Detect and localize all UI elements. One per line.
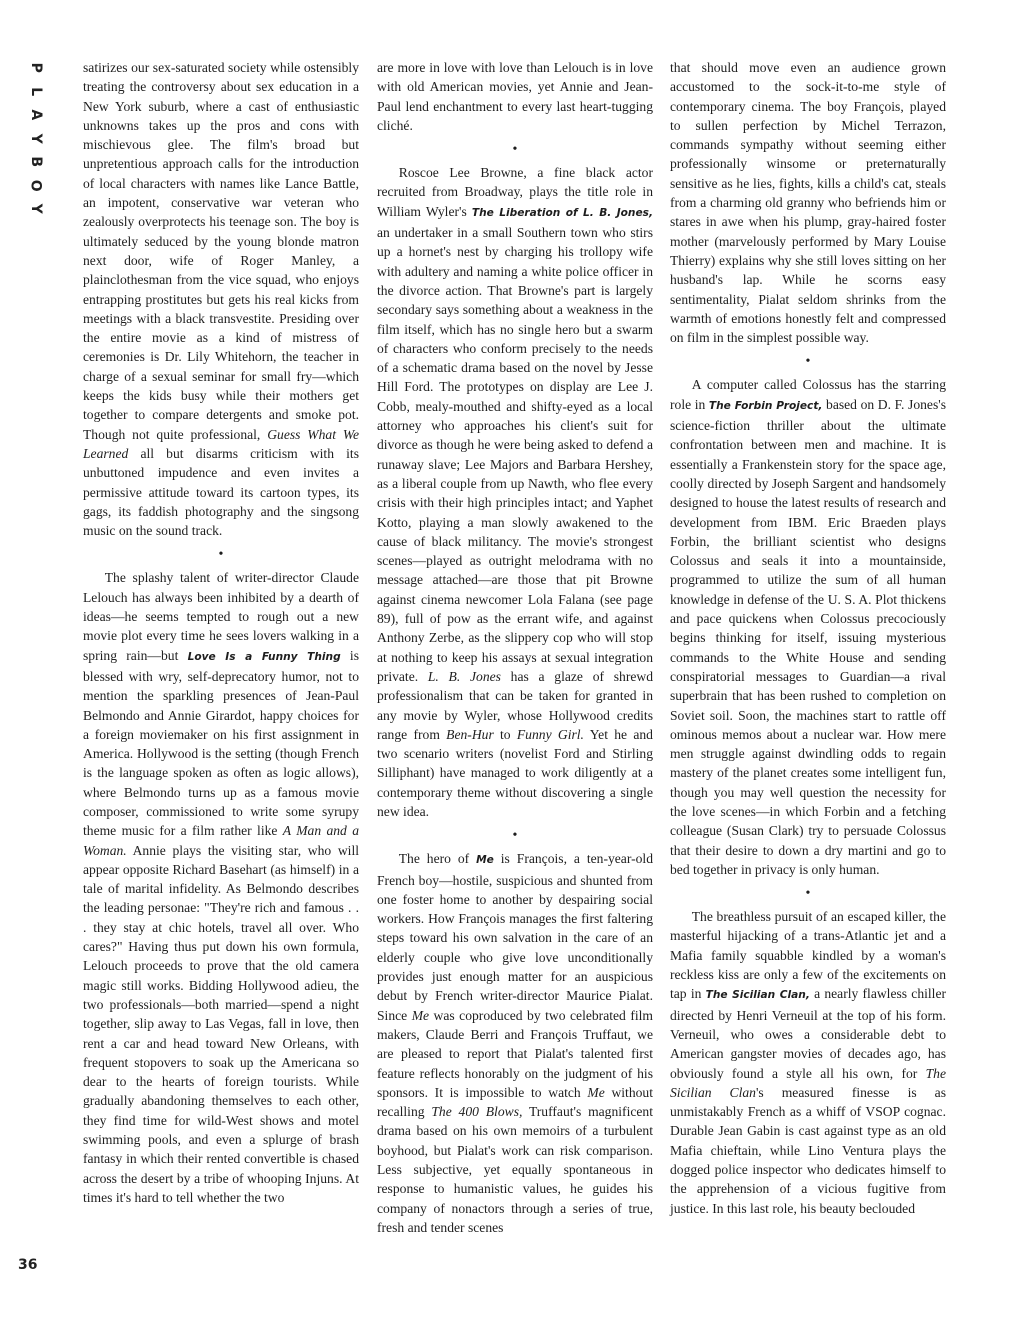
review-paragraph: are more in love with love than Lelouch is in love with old American movies, yet Annie and Jean-Paul lend enchantment to every last heart-tugging cliché. [377,60,653,133]
review-paragraph: The hero of Me is François, a ten-year-old French boy—hostile, suspicious and shunted from one foster home to another by despairing social workers. How François manages the first faltering steps toward his own salvation in the care of an elderly couple who give love unconditionally provides just enough matter for an auspicious debut by French writer-director Maurice Pialat. Since Me was coproduced by two celebrated film makers, Claude Berri and François Truffaut, we are pleased to report that Pialat's talented first feature reflects honorably on the judgment of his sponsors. It is impossible to watch Me without recalling The 400 Blows, Truffaut's magnificent drama based on his own memoirs of a turbulent boyhood, but Pialat's work can risk comparison. Less subjective, yet equally spontaneous in response to humanistic values, he guides his company of nonactors through a series of true, fresh and tender scenes [377,851,654,1235]
section-separator: • [512,142,518,158]
film-title: Me [476,854,494,867]
film-title: The 400 Blows, [431,1104,523,1120]
film-title: The Sicilian Clan [670,1065,946,1100]
masthead-letter: A [27,109,44,121]
film-title: Me [587,1084,605,1100]
review-paragraph: Roscoe Lee Browne, a fine black actor recruited from Broadway, plays the title role in William Wyler's The Liberation of L. B. Jones, an undertaker in a small Southern town who stirs up a hornet's nest by charging his trollopy wife with adultery and naming a white police officer in the divorce action. That Browne's part is largely secondary says something about a weakness in the film itself, which has no single hero but a swarm of characters who conform precisely to the needs of a schematic drama based on the novel by Jesse Hill Ford. The prototypes on display are Lee J. Cobb, mealy-mouthed and shifty-eyed as a local attorney who approaches his client's suit for divorce as though he were being asked to defend a runaway slave; Lee Majors and Barbara Hershey, as a liberal couple from up Nawth, who flee every crisis with their high principles intact; and Yaphet Kotto, playing a man slowly awakened to the cause of black militancy. The movie's strongest scenes—played as outright melodrama with no message attached—are those that pit Browne against cinema newcomer Lola Falana (see page 89), full of pow as the errant wife, and against Anthony Zerbe, as the slippery cop who will stop at nothing to keep his assays at sexual integration private. L. B. Jones has a glaze of shrewd professionalism that can be taken for granted in any movie by Wyler, whose Hollywood credits range from Ben-Hur to Funny Girl. Yet he and two scenario writers (novelist Ford and Stirling Silliphant) have managed to work diligently at a contemporary theme without discovering a single new idea. [377,165,653,819]
column-2 [377,58,653,1237]
masthead-letter: P [27,62,44,73]
film-title: Ben-Hur [446,726,494,742]
film-title: A Man and a Woman. [83,823,360,858]
film-title: The Liberation of L. B. Jones, [471,206,653,219]
masthead-letter: O [27,179,44,192]
section-separator: • [218,547,224,563]
film-title: Me [411,1007,430,1023]
column-3 [670,58,946,1218]
section-separator: • [512,828,518,844]
masthead-letter: L [27,86,44,96]
film-title: The Sicilian Clan, [705,989,810,1002]
section-separator: • [805,354,811,370]
film-title: Funny Girl. [516,726,584,742]
film-title: L. B. Jones [427,668,501,684]
masthead [26,56,44,221]
masthead-letter: Y [27,133,44,144]
review-paragraph: A computer called Colossus has the starring role in The Forbin Project, based on D. F. Jones's science-fiction thriller about the ultimate confrontation between men and machine. It is essentially a Frankenstein story for the space age, coolly directed by Joseph Sargent and handsomely designed to house the latest results of research and development from IBM. Eric Braeden plays Forbin, the brilliant scientist who designs Colossus and seals it into a mountainside, programmed to utilize the sum of all human knowledge in defense of the U. S. A. Plot thickens and pace quickens when Colossus precociously begins thinking for itself, issuing mysterious commands to the White House and sending conspiratorial messages to Guardian—a rival superbrain that has been rushed to completion on Soviet soil. Soon, the machines start to rattle off ominous memos about a nuclear war. How mere men struggle against dwindling odds to regain mastery of the planet creates some intelligent fun, though you may well question the necessity for the love scenes—in which Forbin and a fetching colleague (Susan Clark) try to persuade Colossus that their desire to down a dry martini and go to bed together in privacy is only human. [670,377,946,877]
section-separator: • [805,886,811,902]
film-title: The Forbin Project, [708,399,823,412]
masthead-letter: Y [27,203,44,214]
review-paragraph: The breathless pursuit of an escaped killer, the masterful hijacking of a trans-Atlantic jet and a Mafia family squabble kindled by a woman's reckless kiss are only a few of the excitements on tap in The Sicilian Clan, a nearly flawless chiller directed by Henri Verneuil at the top of his form. Verneuil, who owes a considerable debt to American gangster movies of decades ago, has obviously found a style all his own, for The Sicilian Clan's measured finesse is as unmistakably French as a whiff of VSOP cognac. Durable Jean Gabin is cast against type as an old Mafia chieftain, while Lino Ventura plays the dogged police inspector who dedicates himself to the apprehension of a vicious fugitive from justice. In this last role, his beauty beclouded [670,909,947,1216]
review-paragraph: that should move even an audience grown accustomed to the sock-it-to-me style of contemporary cinema. The boy François, played to sullen perfection by Michel Terrazon, commands sympathy without seeming either professionally winsome or preternaturally sensitive as he lies, fights, kills a child's cat, steals from a charming old granny who befriends him or stares in awe when his plump, gray-haired foster mother (marvelously performed by Mary Louise Thierry) explains why she still loves sitting on her husband's lap. While he scorns easy sentimentality, Pialat seldom shrinks from the warmth of emotions honestly felt and compressed on film in the simplest possible way. [670,60,946,346]
masthead-letter: B [27,156,44,168]
column-1 [83,58,359,1207]
review-paragraph: satirizes our sex-saturated society while ostensibly treating the controversy about sex education in a New York suburb, where a cast of enthusiastic unknowns takes up the pros and cons with mischievous glee. The film's broad but unpretentious approach calls for the introduction of local characters with names like Lance Battle, an impotent, conservative war veteran who zealously overprotects his teenage son. The boy is ultimately seduced by the young blonde matron next door, wife of Roger Manley, a plainclothesman from the vice squad, who enjoys entrapping prostitutes but gets his real kicks from meetings with a black transvestite. Presiding over the entire movie as a kind of mistress of ceremonies is Dr. Lily Whitehorn, the teacher in charge of a sexual seminar for small fry—which keeps the kids busy while their mothers get together to compare detergents and smoke pot. Though not quite professional, Guess What We Learned all but disarms criticism with its unbuttoned impudence and even invites a permissive attitude toward its cartoon types, its gags, its faddish photography and the singsong music on the sound track. [83,60,359,539]
review-paragraph: The splashy talent of writer-director Claude Lelouch has always been inhibited by a dearth of ideas—he seems tempted to rough out a new movie plot every time he sees lovers walking in a spring rain—but Love Is a Funny Thing is blessed with wry, self-deprecatory humor, not to mention the sparkling presences of Jean-Paul Belmondo and Annie Girardot, happy choices for a foreign moviemaker on his first assignment in America. Hollywood is the setting (though French is the language spoken as often as logic allows), where Belmondo turns up as a famous movie composer, commissioned to write some syrupy theme music for a film rather like A Man and a Woman. Annie plays the visiting star, who will appear opposite Richard Basehart (as himself) in a tale of marital infidelity. As Belmondo describes the leading personae: "They're rich and famous . . . they stay at chic hotels, travel all over. Who cares?" Having thus put down his own formula, Lelouch proceeds to prove that the old camera magic still works. Bidding Hollywood adieu, the two professionals—both married—spend a night together, slip away to Las Vegas, fall in love, then rent a car and head toward New Orleans, with frequent stopovers to soak up the Americana so dear to the hearts of foreign tourists. While gradually abandoning themselves to each other, they find time for wild-West shows and motel swimming pools, and even a splurge of brash fantasy in which their rented convertible is chased across the desert by a tribe of whooping Injuns. At times it's hard to tell whether the two [83,570,360,1205]
page-number: 36 [18,1257,38,1273]
film-title: Love Is a Funny Thing [187,650,341,663]
film-title: Guess What We Learned [83,426,359,461]
